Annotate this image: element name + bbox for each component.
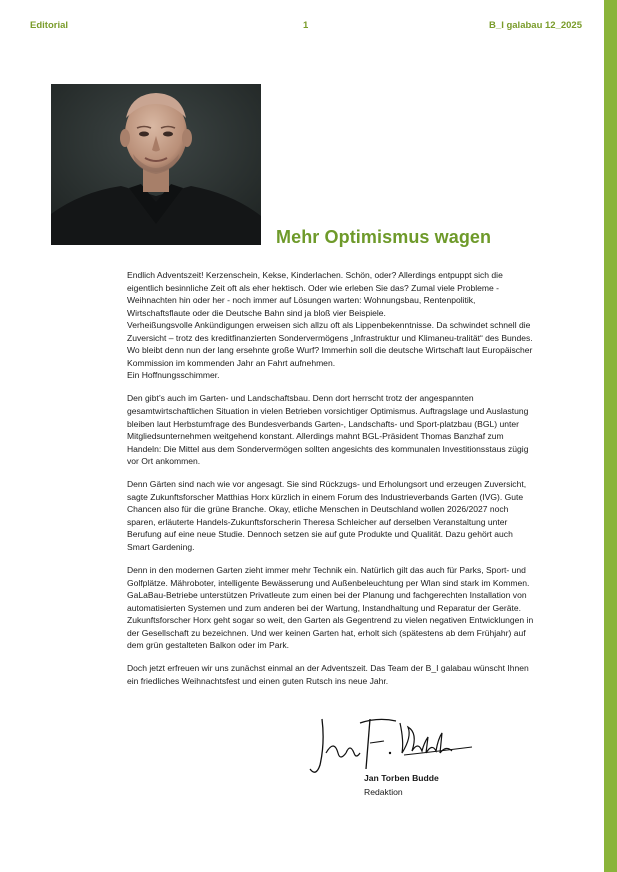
editorial-text xyxy=(127,269,537,698)
author-role: Redaktion xyxy=(364,787,403,797)
publication-label: B_I galabau 12_2025 xyxy=(489,20,582,31)
author-portrait xyxy=(51,84,261,245)
paragraph-1: Endlich Adventszeit! Kerzenschein, Kekse, Kinderlachen. Schön, oder? Allerdings entpuppt sich die eigentlich besinnliche Zeit oft als eher hektisch. Oder wie erleben Sie das? Zumal viele Probleme - Weihnachten hin oder her - noch immer auf Lösungen warten: Wohnungsbau, Rentenpolitik, Wirtschaftsflaute oder die Deutsche Bahn sind ja bloß vier Beispiele. Verheißungsvolle Ankündigungen erweisen sich allzu oft als Lippenbekenntnisse. Da schwindet schnell die Zuversicht – trotz des kreditfinanzierten Sondervermögens „Infrastruktur und Klimaneu-tralität“ des Bundes. Wo bleibt denn nun der lang ersehnte große Wurf? Immerhin soll die deutsche Wirtschaft laut Europäischer Kommission im kommenden Jahr an Fahrt aufnehmen. Ein Hoffnungsschimmer. xyxy=(127,270,533,381)
paragraph-3: Denn Gärten sind nach wie vor angesagt. Sie sind Rückzugs- und Erholungsort und erzeugen Zuversicht, sagte Zukunftsforscher Matthias Horx kürzlich in einem Forum des Industrieverbands Garten (IVG). Gute Chancen also für die grüne Branche. Okay, etliche Menschen in Deutschland wollen 2026/2027 noch sparen, erläuterte Handels-Zukunftsforscherin Theresa Schleicher auf derselben Veranstaltung unter Berufung auf eine neue Studie. Dennoch setzen sie auf gute Produkte und Qualität. Dazu gehört auch Smart Gardening. xyxy=(127,479,527,552)
portrait-illustration xyxy=(51,84,261,245)
headline: Mehr Optimismus wagen xyxy=(276,227,492,247)
page-number: 1 xyxy=(303,20,309,31)
section-label: Editorial xyxy=(30,20,69,31)
paragraph-2: Den gibt’s auch im Garten- und Landschaftsbau. Denn dort herrscht trotz der angespannten gesamtwirtschaftlichen Situation in vielen Betrieben vorsichtiger Optimismus. Auftragslage und Auslastung bleiben laut Herbstumfrage des Bundesverbands Garten-, Landschafts- und Sport-platzbau (BGL) unter Mitgliedsunternehmen weitgehend konstant. Allerdings mahnt BGL-Präsident Thomas Banzhaf zum Handeln: Die Mittel aus dem Sondervermögen sollten angesichts des kommunalen Investitionsstaus zügig vor Ort ankommen. xyxy=(127,393,529,467)
paragraph-4: Denn in den modernen Garten zieht immer mehr Technik ein. Natürlich gilt das auch für Parks, Sport- und Golfplätze. Mähroboter, intelligente Bewässerung und Außenbeleuchtung per Wlan sind stark im Kommen. GaLaBau-Betriebe unterstützen Privatleute zum einen bei der Planung und fachgerechten Installation von automatisierten Systemen und zum anderen bei der Wartung, Instandhaltung und Reparatur der Geräte. Zukunftsforscher Horx geht sogar so weit, den Garten als Gegentrend zu vielen negativen Entwicklungen in der Gesellschaft zu bezeichnen. Und wer keinen Garten hat, erholt sich (spätestens ab dem Frühjahr) auf dem grün gestalteten Balkon oder im Park. xyxy=(127,564,534,651)
side-accent-bar xyxy=(604,0,617,872)
paragraph-5: Doch jetzt erfreuen wir uns zunächst einmal an der Adventszeit. Das Team der B_I galabau wünscht Ihnen ein friedliches Weihnachtsfest und einen guten Rutsch ins neue Jahr. xyxy=(127,663,529,686)
author-name: Jan Torben Budde xyxy=(364,773,439,783)
